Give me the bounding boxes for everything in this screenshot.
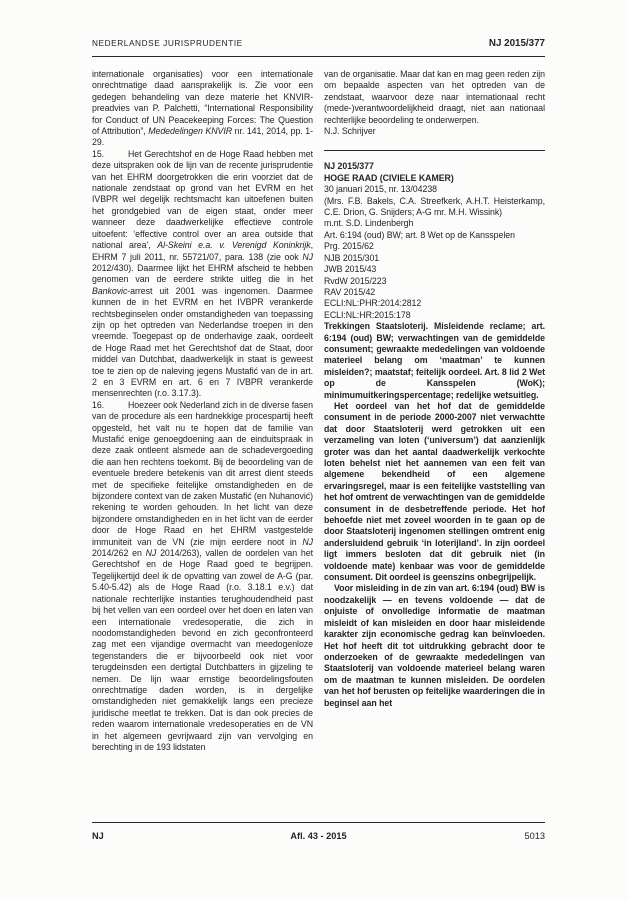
text-run: Bankovic — [92, 285, 128, 296]
journal-title: NEDERLANDSE JURISPRUDENTIE — [92, 38, 243, 48]
footer-issue: Afl. 43 - 2015 — [290, 831, 347, 841]
text-run: Trekkingen Staatsloterij. Misleidende reclame; art. 6:194 (oud) BW; verwachtingen van de gemiddelde consument; gewraakte mededelingen van voldoende materieel belang om ‘maatman’ te kunnen misleiden?; maatstaf; feitelijk oordeel. Art. 8 lid 2 Wet op de Kansspelen (WoK); minimumuitkeringspercentage; redelijke wetsuitleg. — [324, 321, 545, 400]
section-divider — [324, 150, 545, 151]
text-run: van de organisatie. Maar dat kan en mag geen reden zijn om bepaalde aspecten van het optreden van de zendstaat, waarvoor deze naar internationaal recht (mede-)verantwoordelijkheid draagt, niet aan nationaal rechterlijke beoordeling te onderwerpen. — [324, 69, 545, 125]
text-run: Art. 6:194 (oud) BW; art. 8 Wet op de Kansspelen — [324, 229, 515, 240]
annotator — [324, 218, 545, 229]
text-run: NJ 2015/377 — [324, 161, 374, 172]
text-run: Het Gerechtshof en de Hoge Raad hebben met deze uitspraken ook de lijn van de recente jurisprudentie van het EHRM doorgetrokken die erin voorziet dat de nationale zendstaat op grond van het EVRM en het IVBPR wel degelijk rechtsmacht kan uitoefenen buiten het grondgebied van de eigen staat, onder meer wanneer deze daadwerkelijke effectieve controle uitoefent: ‘effective control over an area outside that national area’, — [92, 148, 313, 251]
citation-ecli-phr — [324, 298, 545, 309]
right-column — [324, 69, 545, 821]
headnote-1 — [324, 401, 545, 584]
text-run: Al-Skeini e.a. v. Verenigd Koninkrijk — [157, 240, 311, 251]
text-run: NJ — [302, 251, 313, 262]
note-paragraph-16 — [92, 400, 313, 754]
paragraph-number: 16. — [92, 399, 105, 410]
left-column — [92, 69, 313, 821]
court-name — [324, 173, 545, 184]
text-run: NJB 2015/301 — [324, 252, 380, 263]
text-run: Het oordeel van het hof dat de gemiddelde consument in de periode 2000-2007 niet verwachtte dat door Staatsloterij werd getrokken uit een verzameling van loten (‘universum’) dat aanzienlijk groter was dan het aantal daadwerkelijk verkochte loten behelst niet het aannemen van een feit van algemene bekendheid of een algemene ervaringsregel, maar is een feitelijke vaststelling van het hof omtrent de verwachtingen van de gemiddelde consument in de desbetreffende periode. Het hof behoefde niet met zoveel woorden in te gaan op de door Staatsloterij ingenomen stellingen omtrent enig andersluidend gebruik ‘in loterijland’. In zijn oordeel ligt immers besloten dat dit gebruik niet (in voldoende mate) kenbaar was voor de gemiddelde consument. Dit oordeel is geenszins onbegrijpelijk. — [324, 400, 545, 583]
note-continuation — [92, 69, 313, 149]
footer-journal-abbrev: NJ — [92, 831, 104, 841]
headnote-keywords — [324, 321, 545, 401]
text-run: nr. 141, 2014, pp. 1-29. — [92, 126, 313, 148]
text-run: ECLI:NL:PHR:2014:2812 — [324, 298, 422, 309]
text-run: Mededelingen KNVIR — [148, 126, 233, 137]
text-run: N.J. Schrijver — [324, 126, 376, 137]
headnote-2 — [324, 583, 545, 708]
page-footer — [92, 831, 545, 841]
text-columns — [92, 69, 545, 821]
text-run: -arrest uit 2001 was ingenomen. Daarmee kunnen de in het EVRM en het IVBPR verankerde rechtsbeginselen onder omstandigheden van toepassing zijn op het optreden van Nederlandse troepen in den vreemde. Toegepast op de onderhavige zaak, oordeelt de Hoge Raad met het Gerechtshof dat de Staat, door middel van Dutchbat, daadwerkelijk in staat is geweest toe te zien op de naleving jegens Mustafić van de in art. 2 en 3 EVRM en art. 6 en 7 IVBPR verankerde mensenrechten (r.o. 3.17.3). — [92, 285, 313, 399]
text-run: RvdW 2015/223 — [324, 275, 387, 286]
annotator-signature — [324, 126, 545, 137]
footer-page-number: 5013 — [524, 831, 545, 841]
citation-rav — [324, 287, 545, 298]
citation-prg — [324, 241, 545, 252]
text-run: ECLI:NL:HR:2015:178 — [324, 309, 411, 320]
note-paragraph-15 — [92, 149, 313, 400]
citation-jwb — [324, 264, 545, 275]
text-run: (Mrs. F.B. Bakels, C.A. Streefkerk, A.H.T. Heisterkamp, C.E. Drion, G. Snijders; A-G mr. M.H. Wissink) — [324, 195, 545, 218]
text-run: 2012/430). Daarmee lijkt het EHRM afscheid te hebben genomen van de eerdere strikte uitleg die in het — [92, 262, 313, 285]
header-case-number: NJ 2015/377 — [488, 38, 545, 49]
page-header — [92, 38, 545, 49]
text-run: Hoezeer ook Nederland zich in de diverse fasen van de procedure als een hardnekkige procespartij heeft opgesteld, het valt nu te hopen dat de familie van Mustafić enige genoegdoening aan de einduitspraak in deze zaak ontleent alsmede aan de schadevergoeding die aan hen rechtens toekomt. Bij de beoordeling van de eventuele bredere betekenis van dit arrest dient steeds met de specifieke feitelijke omstandigheden en de bijzondere context van de zaken Mustafić (en Nuhanović) rekening te worden gehouden. In het licht van deze bijzondere omstandigheden en in het licht van de eerder door de Hoge Raad en het EHRM vastgestelde immuniteit van de VN (zie mijn eerdere noot in — [92, 399, 313, 547]
header-rule — [92, 56, 545, 57]
paragraph-number: 15. — [92, 148, 105, 159]
text-run: m.nt. S.D. Lindenbergh — [324, 218, 414, 229]
decision-date — [324, 184, 545, 195]
citation-ecli-hr — [324, 310, 545, 321]
text-run: 2014/262 en — [92, 548, 146, 559]
text-run: , EHRM 7 juli 2011, nr. 55721/07, para. 138 (zie ook — [92, 240, 313, 262]
judges — [324, 196, 545, 219]
case-reference — [324, 161, 545, 172]
text-run: NJ — [302, 536, 313, 547]
note-continuation-2 — [324, 69, 545, 126]
text-run: Prg. 2015/62 — [324, 241, 374, 252]
text-run: HOGE RAAD (CIVIELE KAMER) — [324, 172, 454, 183]
text-run: JWB 2015/43 — [324, 264, 377, 275]
text-run: NJ — [145, 548, 157, 559]
text-run: 30 januari 2015, nr. 13/04238 — [324, 184, 438, 195]
text-run: Voor misleiding in de zin van art. 6:194 (oud) BW is noodzakelijk — en tevens voldoende — dat de onjuiste of onvolledige informatie de maatman misleidt of kan misleiden en door haar misleidende karakter zijn economische gedrag kan beïnvloeden. Het hof heeft dit tot uitdrukking gebracht door te onderzoeken of de gewraakte mededelingen van Staatsloterij van voldoende materieel belang waren om de maatman te kunnen misleiden. De oordelen van het hof berusten op feitelijke waarderingen die in beginsel aan het — [324, 583, 545, 708]
text-run: internationale organisaties) voor een internationale onrechtmatige daad aansprakelijk is. Zie voor een gedegen behandeling van deze materie het KNVIR-preadvies van P. Palchetti, “International Responsibility for Conduct of UN Peacekeeping Forces: The Question of Attribution”, — [92, 69, 313, 137]
text-run: RAV 2015/42 — [324, 286, 376, 297]
text-run: 2014/263), vallen de oordelen van het Gerechtshof en de Hoge Raad goed te begrijpen. Tegelijkertijd deel ik de opvatting van zowel de A-G (par. 5.40-5.42) als de Hoge Raad (r.o. 3.18.1 e.v.) dat nationale rechterlijke instanties terughoudendheid past bij het vellen van een oordeel over het doen en laten van een internationale vredesoperatie, die zich in noodomstandigheden bevond en zich geconfronteerd zag met een vijandige overmacht van meedogenloze tegenstanders die er bijvoorbeeld ook niet voor terugdeinsden een dertigtal Dutchbatters in gijzeling te nemen. De lijn waar ernstige beoordelingsfouten onrechtmatige daden worden, is in dergelijke omstandigheden niet gemakkelijk langs een precieze juridische meetlat te trekken. Dat is dan ook precies de reden waarom internationale vredesoperaties en de VN in het algemeen gevrijwaard zijn van vervolging en berechting in de 193 lidstaten — [92, 548, 313, 752]
footer-rule — [92, 822, 545, 823]
citation-njb — [324, 253, 545, 264]
citation-rvdw — [324, 276, 545, 287]
statutes — [324, 230, 545, 241]
